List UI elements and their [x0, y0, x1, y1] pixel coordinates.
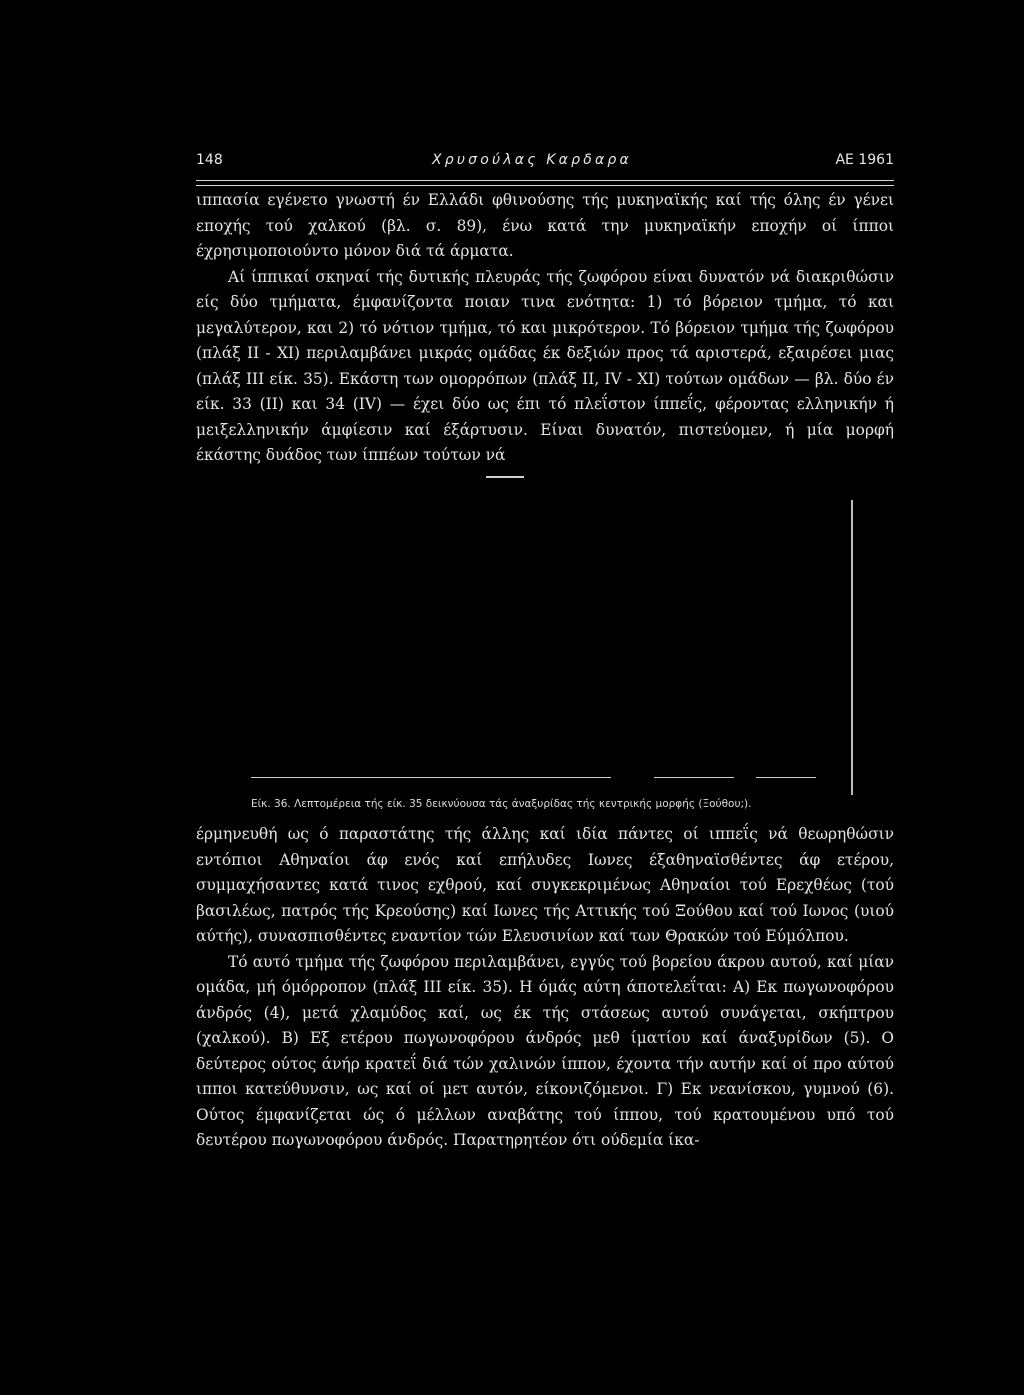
figure	[196, 475, 894, 810]
page-number: 148	[196, 152, 223, 168]
journal-reference: ΑΕ 1961	[835, 152, 894, 168]
figure-caption: Είκ. 36. Λεπτομέρεια τής είκ. 35 δεικνύουσα τάς άναξυρίδας τής κεντρικής μορφής (Ξούθου;).	[251, 798, 752, 810]
paragraph: ιππασία εγένετο γνωστή έν Ελλάδι φθινούσης τής μυκηναϊκής καί τής όλης έν γένει εποχής τού χαλκού (βλ. σ. 89), ένω κατά την μυκηναϊκήν εποχήν οί ίπποι έχρησιμοποιούντο μόνον διά τά άρματα.	[196, 191, 894, 260]
header-rule	[196, 180, 894, 186]
body-text-bottom	[196, 822, 894, 1154]
figure-base-line	[756, 777, 816, 778]
figure-edge-line	[851, 500, 853, 795]
body-text-top	[196, 188, 894, 469]
paragraph: Αί ίππικαί σκηναί τής δυτικής πλευράς τής ζωφόρου είναι δυνατόν νά διακριθώσιν είς δύο τμήματα, έμφανίζοντα ποιαν τινα ενότητα: 1) τό βόρειον τμήμα, τό και μεγαλύτερον, και 2) τό νότιον τμήμα, τό και μικρότερον. Τό βόρειον τμήμα τής ζωφόρου (πλάξ ΙΙ - ΧΙ) περιλαμβάνει μικράς ομάδας έκ δεξιών προς τά αριστερά, εξαιρέσει μιας (πλάξ ΙΙΙ είκ. 35). Εκάστη των ομορρόπων (πλάξ ΙΙ, ΙV - ΧΙ) τούτων ομάδων — βλ. δύο έν είκ. 33 (ΙΙ) και 34 (ΙV) — έχει δύο ως έπι τό πλεΐστον ίππεΐς, φέροντας ελληνικήν ή μειξελληνικήν άμφίεσιν καί έξάρτυσιν. Είναι δυνατόν, πιστεύομεν, ή μία μορφή έκάστης δυάδος των ίππέων τούτων νά	[196, 267, 894, 464]
running-header	[196, 150, 894, 172]
paragraph: έρμηνευθή ως ό παραστάτης τής άλλης καί ιδία πάντες οί ιππεΐς νά θεωρηθώσιν εντόπιοι Αθηναίοι άφ ενός καί επήλυδες Ιωνες έξαθηναϊσθέντες άφ ετέρου, συμμαχήσαντες κατά τινος εχθρού, καί συγκεκριμένως Αθηναίοι τού Ερεχθέως (τού βασιλέως, πατρός τής Κρεούσης) καί Ιωνες τής Αττικής τού Ξούθου καί τού Ιωνος (υιού αύτής), συνασπισθέντες εναντίον τών Ελευσινίων καί των Θρακών τού Εύμόλπου.	[196, 825, 894, 945]
figure-base-line	[654, 777, 734, 778]
figure-base-line	[251, 777, 611, 778]
figure-mark	[486, 476, 524, 478]
paragraph: Τό αυτό τμήμα τής ζωφόρου περιλαμβάνει, εγγύς τού βορείου άκρου αυτού, καί μίαν ομάδα, μή όμόρροπον (πλάξ ΙΙΙ είκ. 35). Η όμάς αύτη άποτελεΐται: Α) Εκ πωγωνοφόρου άνδρός (4), μετά χλαμύδος καί, ως έκ τής στάσεως αυτού συνάγεται, σκήπτρου (χαλκού). Β) Εξ ετέρου πωγωνοφόρου άνδρός μεθ ίματίου καί άναξυρίδων (5). Ο δεύτερος ούτος άνήρ κρατεΐ διά τών χαλινών ίππον, έχοντα τήν αυτήν καί οί προ αύτού ιπποι κατεύθυνσιν, ως καί οί μετ αυτόν, είκονιζόμενοι. Γ) Εκ νεανίσκου, γυμνού (6). Ούτος έμφανίζεται ώς ό μέλλων αναβάτης τού ίππου, τού κρατουμένου υπό τού δευτέρου πωγωνοφόρου άνδρός. Παρατηρητέον ότι ούδεμία ίκα-	[196, 952, 894, 1149]
running-author: Χρυσούλας Καρδαρα	[432, 152, 632, 168]
